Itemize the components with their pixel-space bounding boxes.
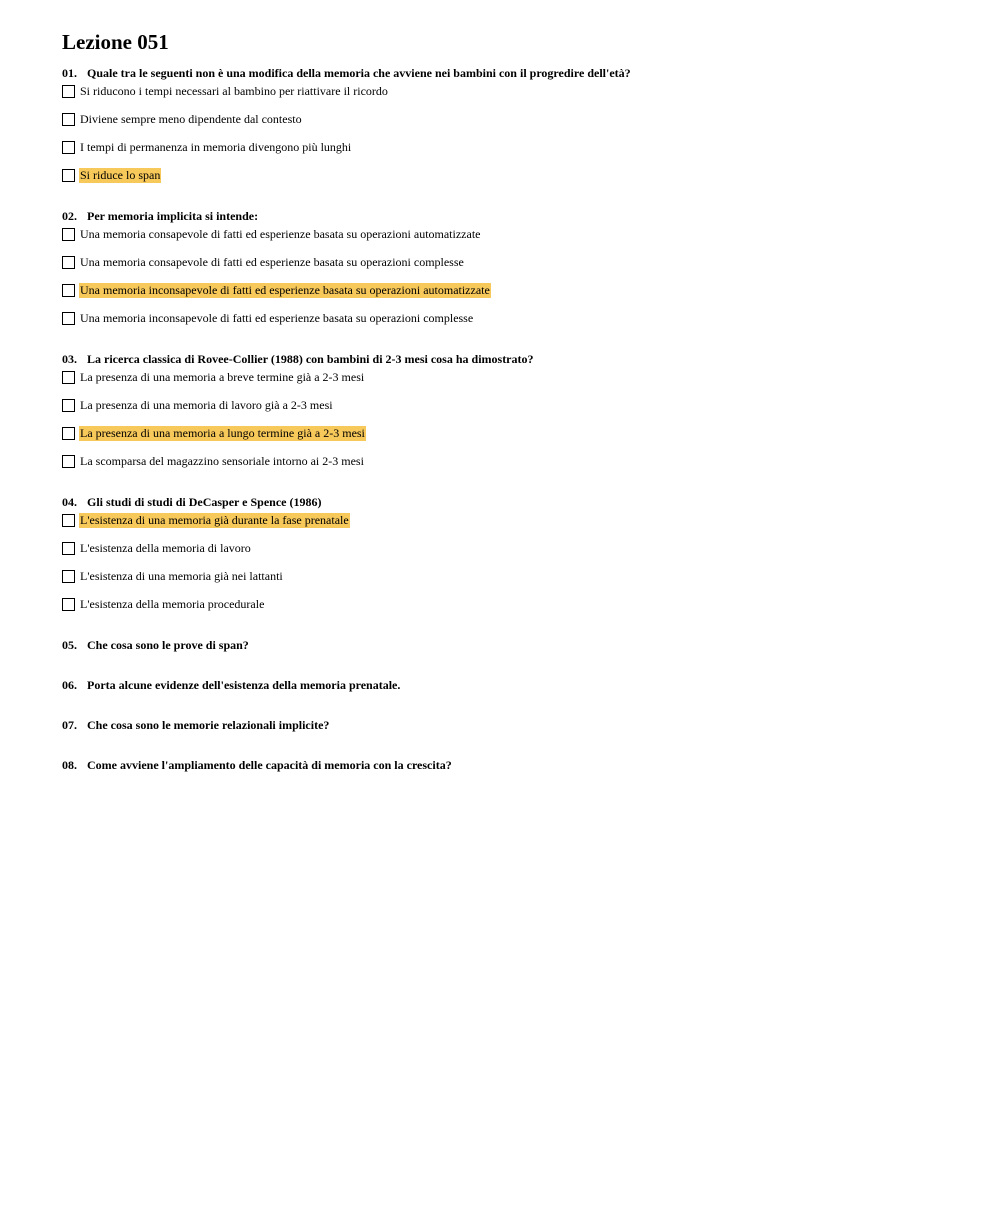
- checkbox[interactable]: [62, 113, 75, 126]
- answer-label: La scomparsa del magazzino sensoriale intorno ai 2-3 mesi: [80, 454, 364, 468]
- question-label: Come avviene l'ampliamento delle capacità di memoria con la crescita?: [87, 758, 452, 772]
- correct-answer-label: La presenza di una memoria a lungo termine già a 2-3 mesi: [80, 426, 365, 440]
- question-text: [62, 717, 962, 733]
- question-label: Quale tra le seguenti non è una modifica della memoria che avviene nei bambini con il progredire dell'età?: [87, 66, 631, 80]
- answer-option: [62, 541, 962, 569]
- question-text: [62, 65, 962, 81]
- answer-option: [62, 168, 962, 196]
- question-4: [62, 494, 962, 625]
- question-number: 04.: [62, 495, 77, 509]
- answer-options: [62, 370, 962, 482]
- question-label: Che cosa sono le prove di span?: [87, 638, 249, 652]
- question-text: [62, 494, 962, 510]
- answer-label: Si riducono i tempi necessari al bambino per riattivare il ricordo: [80, 84, 388, 98]
- question-number: 03.: [62, 352, 77, 366]
- question-number: 01.: [62, 66, 77, 80]
- question-3: [62, 351, 962, 482]
- checkbox[interactable]: [62, 371, 75, 384]
- checkbox[interactable]: [62, 85, 75, 98]
- answer-label: L'esistenza della memoria di lavoro: [80, 541, 251, 555]
- answer-option: [62, 140, 962, 168]
- answer-label: Una memoria consapevole di fatti ed esperienze basata su operazioni automatizzate: [80, 227, 481, 241]
- question-label: Gli studi di studi di DeCasper e Spence (1986): [87, 495, 322, 509]
- question-text: [62, 757, 962, 773]
- correct-answer-label: Una memoria inconsapevole di fatti ed esperienze basata su operazioni automatizzate: [80, 283, 490, 297]
- answer-option: [62, 112, 962, 140]
- checkbox[interactable]: [62, 427, 75, 440]
- answer-option: [62, 84, 962, 112]
- question-text: [62, 677, 962, 693]
- question-list: [62, 65, 962, 773]
- correct-answer-label: L'esistenza di una memoria già durante la fase prenatale: [80, 513, 349, 527]
- answer-option: [62, 454, 962, 482]
- checkbox[interactable]: [62, 514, 75, 527]
- question-label: Per memoria implicita si intende:: [87, 209, 259, 223]
- answer-label: Diviene sempre meno dipendente dal contesto: [80, 112, 302, 126]
- question-label: La ricerca classica di Rovee-Collier (1988) con bambini di 2-3 mesi cosa ha dimostrato?: [87, 352, 534, 366]
- checkbox[interactable]: [62, 312, 75, 325]
- document-page: [62, 30, 962, 773]
- question-8: [62, 757, 962, 773]
- checkbox[interactable]: [62, 141, 75, 154]
- answer-label: Una memoria consapevole di fatti ed esperienze basata su operazioni complesse: [80, 255, 464, 269]
- question-5: [62, 637, 962, 653]
- answer-label: La presenza di una memoria a breve termine già a 2-3 mesi: [80, 370, 365, 384]
- answer-label: Una memoria inconsapevole di fatti ed esperienze basata su operazioni complesse: [80, 311, 474, 325]
- question-1: [62, 65, 962, 196]
- answer-options: [62, 513, 962, 625]
- answer-label: La presenza di una memoria di lavoro già a 2-3 mesi: [80, 398, 333, 412]
- correct-answer-label: Si riduce lo span: [80, 168, 161, 182]
- answer-option: [62, 227, 962, 255]
- question-text: [62, 637, 962, 653]
- answer-option: [62, 311, 962, 339]
- question-number: 02.: [62, 209, 77, 223]
- answer-options: [62, 84, 962, 196]
- answer-label: L'esistenza di una memoria già nei lattanti: [80, 569, 283, 583]
- answer-option: [62, 597, 962, 625]
- answer-label: L'esistenza della memoria procedurale: [80, 597, 265, 611]
- checkbox[interactable]: [62, 455, 75, 468]
- question-number: 07.: [62, 718, 77, 732]
- checkbox[interactable]: [62, 399, 75, 412]
- answer-option: [62, 426, 962, 454]
- answer-option: [62, 398, 962, 426]
- question-number: 08.: [62, 758, 77, 772]
- answer-option: [62, 513, 962, 541]
- answer-label: I tempi di permanenza in memoria divengono più lunghi: [80, 140, 352, 154]
- question-text: [62, 351, 962, 367]
- answer-option: [62, 569, 962, 597]
- question-7: [62, 717, 962, 733]
- page-title: Lezione 051: [62, 30, 169, 54]
- answer-option: [62, 255, 962, 283]
- checkbox[interactable]: [62, 542, 75, 555]
- question-label: Porta alcune evidenze dell'esistenza della memoria prenatale.: [87, 678, 401, 692]
- answer-option: [62, 283, 962, 311]
- checkbox[interactable]: [62, 256, 75, 269]
- question-text: [62, 208, 962, 224]
- checkbox[interactable]: [62, 228, 75, 241]
- question-2: [62, 208, 962, 339]
- checkbox[interactable]: [62, 570, 75, 583]
- question-number: 06.: [62, 678, 77, 692]
- question-label: Che cosa sono le memorie relazionali implicite?: [87, 718, 330, 732]
- answer-options: [62, 227, 962, 339]
- question-6: [62, 677, 962, 693]
- question-number: 05.: [62, 638, 77, 652]
- checkbox[interactable]: [62, 598, 75, 611]
- checkbox[interactable]: [62, 284, 75, 297]
- checkbox[interactable]: [62, 169, 75, 182]
- answer-option: [62, 370, 962, 398]
